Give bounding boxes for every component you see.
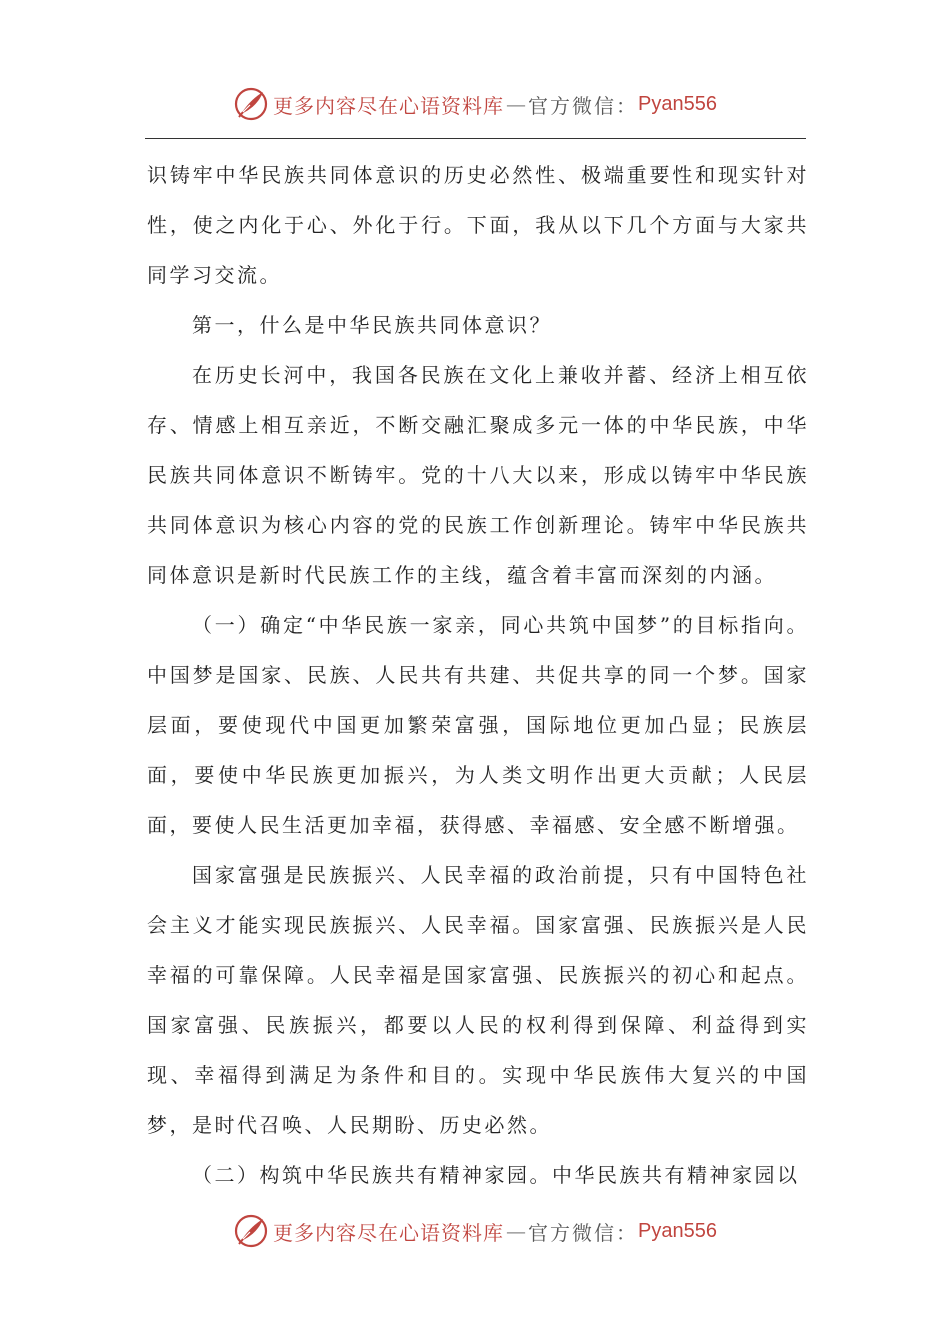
- footer-dash: —: [506, 1219, 527, 1243]
- footer-wechat-id: Pyan556: [638, 1219, 717, 1242]
- paragraph: 在历史长河中，我国各民族在文化上兼收并蓄、经济上相互依存、情感上相互亲近，不断交融汇聚成多元一体的中华民族，中华民族共同体意识不断铸牢。党的十八大以来，形成以铸牢中华民族共同体意识为核心内容的党的民族工作创新理论。铸牢中华民族共同体意识是新时代民族工作的主线，蕴含着丰富而深刻的内涵。: [147, 363, 809, 587]
- paragraph: （一）确定“中华民族一家亲，同心共筑中国梦”的目标指向。中国梦是国家、民族、人民共有共建、共促共享的同一个梦。国家层面，要使现代中国更加繁荣富强，国际地位更加凸显；民族层面，要使中华民族更加振兴，为人类文明作出更大贡献；人民层面，要使人民生活更加幸福，获得感、幸福感、安全感不断增强。: [147, 613, 809, 837]
- header-brand-text: 更多内容尽在心语资料库: [273, 93, 505, 118]
- section-heading: 第一，什么是中华民族共同体意识？: [192, 313, 552, 337]
- quill-logo-icon: [233, 86, 269, 122]
- paragraph-continuation: 识铸牢中华民族共同体意识的历史必然性、极端重要性和现实针对性，使之内化于心、外化于行。下面，我从以下几个方面与大家共同学习交流。: [147, 163, 809, 287]
- footer-brand-text: 更多内容尽在心语资料库: [273, 1220, 505, 1245]
- document-body: [147, 150, 809, 1200]
- quill-logo-icon: [233, 1213, 269, 1249]
- paragraph: （二）构筑中华民族共有精神家园。中华民族共有精神家园以: [192, 1163, 800, 1187]
- footer-banner: [0, 1211, 950, 1251]
- paragraph: 国家富强是民族振兴、人民幸福的政治前提，只有中国特色社会主义才能实现民族振兴、人民幸福。国家富强、民族振兴是人民幸福的可靠保障。人民幸福是国家富强、民族振兴的初心和起点。国家富强、民族振兴，都要以人民的权利得到保障、利益得到实现、幸福得到满足为条件和目的。实现中华民族伟大复兴的中国梦，是时代召唤、人民期盼、历史必然。: [147, 863, 809, 1137]
- header-dash: —: [506, 92, 527, 116]
- header-banner: [0, 84, 950, 124]
- header-wechat-id: Pyan556: [638, 92, 717, 115]
- footer-official-label: 官方微信：: [528, 1220, 639, 1245]
- header-divider: [145, 138, 806, 139]
- header-official-label: 官方微信：: [528, 93, 639, 118]
